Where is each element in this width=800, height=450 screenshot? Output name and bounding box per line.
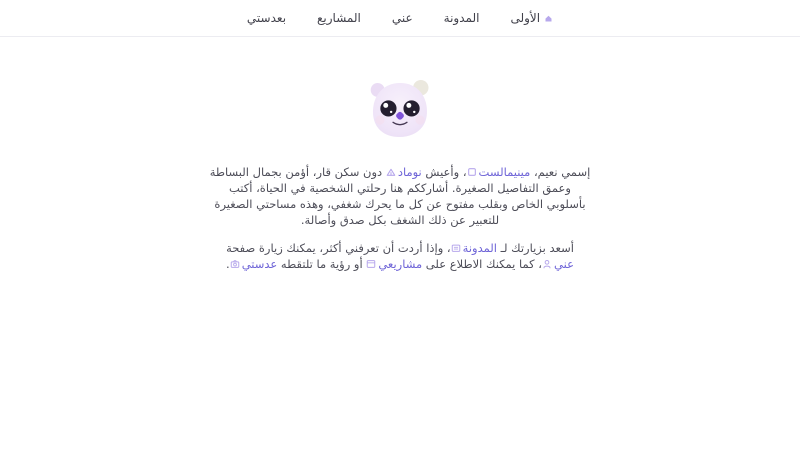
inline-link-minimalist[interactable]: مينيمالست xyxy=(467,165,531,179)
tent-icon xyxy=(386,167,396,177)
newspaper-icon xyxy=(451,243,461,253)
nav-item-blog[interactable] xyxy=(444,11,480,25)
box-icon xyxy=(467,167,477,177)
bear-eye-highlight xyxy=(413,111,415,113)
inline-link-blog[interactable]: المدونة xyxy=(451,241,497,255)
bear-eye-left xyxy=(380,100,396,116)
nav-item-label: بعدستي xyxy=(246,11,287,25)
person-icon xyxy=(542,259,552,269)
home-icon xyxy=(544,14,553,23)
nav-item-projects[interactable] xyxy=(317,11,361,25)
inline-link-nomad[interactable]: نوماد xyxy=(386,165,422,179)
nav-item-label: المشاريع xyxy=(317,11,361,25)
bear-eye-highlight xyxy=(390,111,392,113)
intro-text xyxy=(209,164,591,272)
intro-paragraph-1: إسمي نعيم، مينيمالست، وأعيش نوماد دون سكن قار، أؤمن بجمال البساطة وعمق التفاصيل الصغيرة. أشارككم هنا رحلتي الشخصية في الحياة، أكتب بأسلوبي الخاص وبقلب مفتوح عن كل ما يحرك شغفي، وهذه مساحتي الصغيرة للتعبير عن ذلك الشغف بكل صدق وأصالة. xyxy=(209,165,591,227)
nav-item-label: المدونة xyxy=(443,11,480,25)
nav-item-label: الأولى xyxy=(510,11,541,25)
home-icon xyxy=(544,14,553,23)
bear-eye-highlight xyxy=(406,103,411,108)
main-nav xyxy=(247,11,553,25)
inline-link-about[interactable]: عني xyxy=(542,257,574,271)
bear-eye-right xyxy=(403,100,419,116)
top-navbar xyxy=(0,0,800,37)
nav-item-about[interactable] xyxy=(392,11,413,25)
bear-cheek-right xyxy=(415,115,424,124)
window-icon xyxy=(366,259,376,269)
nav-item-lens[interactable] xyxy=(247,11,286,25)
bear-cheek-left xyxy=(375,115,384,124)
inline-link-projects[interactable]: مشاريعي xyxy=(366,257,422,271)
bear-illustration xyxy=(363,77,437,143)
nav-item-home[interactable] xyxy=(510,11,553,25)
camera-icon xyxy=(230,259,240,269)
nav-item-label: عني xyxy=(391,11,413,25)
bear-eye-highlight xyxy=(383,103,388,108)
inline-link-lens[interactable]: عدستي xyxy=(230,257,278,271)
intro-paragraph-2: أسعد بزيارتك لـ المدونة، وإذا أردت أن تعرفني أكثر، يمكنك زيارة صفحة عني، كما يمكنك الاطلاع على مشاريعي أو رؤية ما تلتقطه عدستي. xyxy=(226,241,574,271)
main-content xyxy=(209,77,591,272)
